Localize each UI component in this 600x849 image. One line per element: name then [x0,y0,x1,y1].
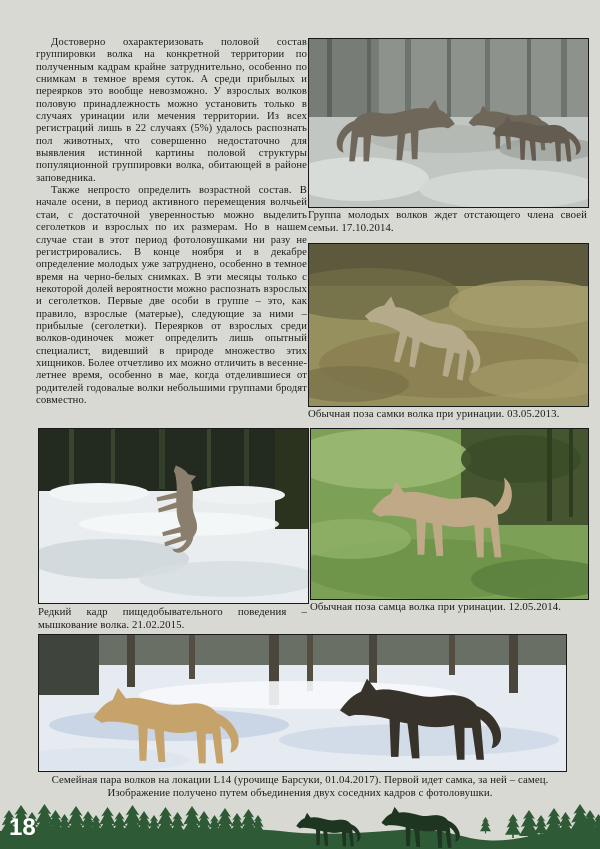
green-vegetation-scene [311,429,588,599]
caption-female-urination: Обычная поза самки волка при уринации. 03.05.2013. [308,408,560,420]
caption-young-wolves-group: Группа молодых волков ждет отстающего члена своей семьи. 17.10.2014. [308,209,587,234]
photo-family-pair [38,634,567,772]
footer-forest-band [0,800,600,849]
caption-family-pair [30,774,570,799]
paragraph-age-composition: Также непросто определить возрастной состав. В начале осени, в период активного перемещения волчьей стаи, с достаточной уверенностью можно выделить сеголетков и взрослых по их размерам. Но в нашем случае стаи в этот период фотоловушками ни разу не регистрировались. В конце ноября и в декабре определение молодых уже затруднено, особенно в темное время на черно-белых снимках. В эти месяцы только с некоторой долей вероятности можно распознать взрослых и сеголетков. Первые две особи в группе – это, как правило, взрослые (матерые), следующие за ними – прибылые (сеголетки). Переярков от взрослых среди волков-одиночек может определить лишь опытный специалист, видевший в природе множество этих хищников. Более отчетливо их можно отличить в весенне-летнее время, особенно в мае, когда отделившиеся от родителей годовалые волки небольшими группами бродят совместно. [36,185,307,406]
winter-pair-scene [39,635,566,771]
photo-male-urination [310,428,589,600]
paragraph-sex-composition: Достоверно охарактеризовать половой состав группировки волка на конкретной территории по полученным кадрам крайне затруднительно, особенно по снимкам в темное время суток. А среди прибылых и переярков это вообще невозможно. У взрослых волков половую принадлежность можно установить только в случаях уринации или мечения территории. Из всех регистраций лишь в 22 случаях (5%) удалось распознать пол животных, что совершенно недостаточно для выявления истинной картины половой структуры популяционной группировки волка, обитающей в районе заповедника. [36,37,307,184]
photo-female-urination [308,243,589,407]
snow-pounce-scene [39,429,308,603]
caption-male-urination: Обычная поза самца волка при уринации. 12.05.2014. [310,601,562,613]
snowy-forest-scene [309,39,588,207]
page-number: 18 [9,814,36,841]
caption-family-pair-line1: Семейная пара волков на локации L14 (урочище Барсуки, 01.04.2017). Первой идет самка, за ней – самец. [51,774,549,786]
spring-grass-scene [309,244,588,406]
photo-young-wolves-group [308,38,589,208]
caption-mousing-wolf: Редкий кадр пищедобывательного поведения – мышкование волка. 21.02.2015. [38,606,307,631]
caption-family-pair-line2: Изображение получено путем объединения двух соседних кадров с фотоловушки. [107,786,493,799]
article-text [36,37,307,407]
photo-mousing-wolf [38,428,309,604]
